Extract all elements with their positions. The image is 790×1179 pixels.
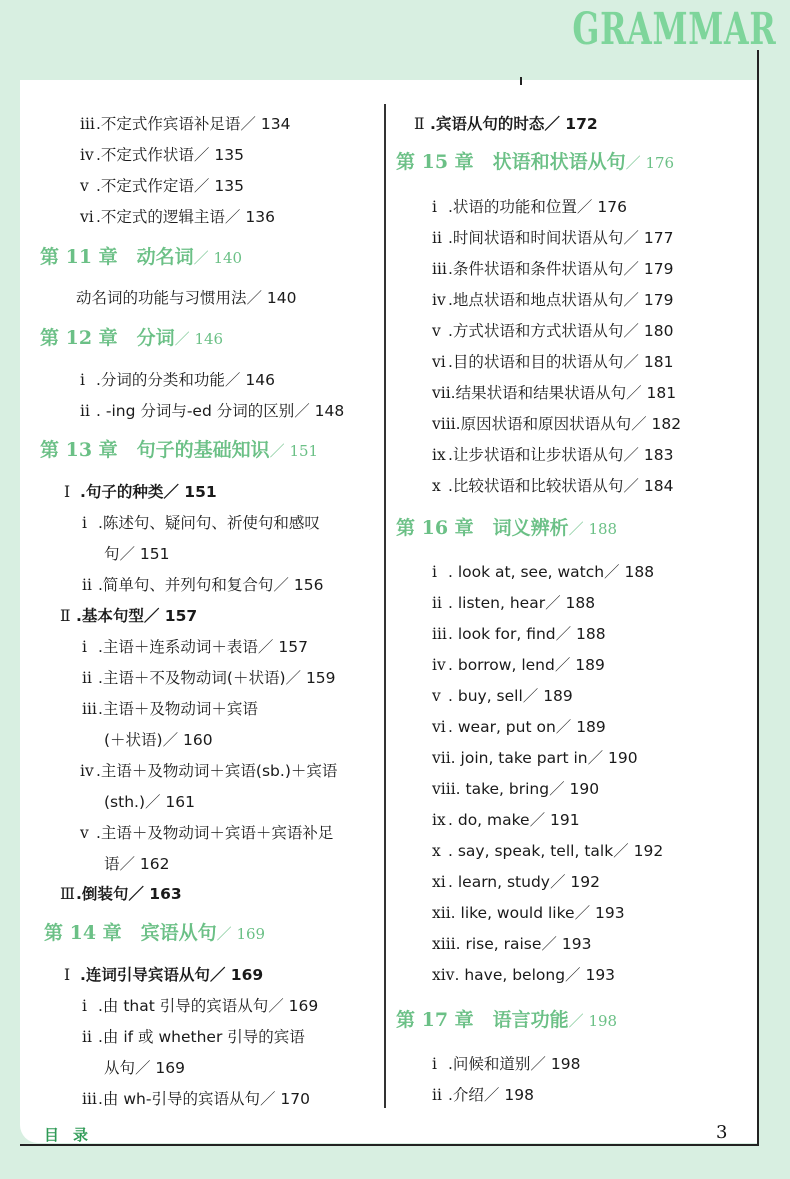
entry-text: 从句／ 169 <box>104 1059 186 1077</box>
entry-number: ⅳ <box>80 146 94 164</box>
entry-text: .介绍／ 198 <box>448 1086 534 1104</box>
toc-chapter-heading[interactable] <box>44 921 265 946</box>
entry-number: ⅰ <box>432 1055 437 1073</box>
entry-text: (＋状语)／ 160 <box>104 731 213 749</box>
toc-section-entry[interactable] <box>414 114 598 134</box>
toc-entry[interactable] <box>82 1089 310 1109</box>
entry-text: .主语＋及物动词＋宾语 <box>98 700 258 718</box>
footer-label: 目录 <box>44 1126 103 1144</box>
toc-entry[interactable] <box>432 562 654 582</box>
entry-number: ⅰ <box>82 514 87 532</box>
entry-text: .陈述句、疑问句、祈使句和感叹 <box>98 514 320 532</box>
entry-number: ⅹⅲ <box>432 935 456 953</box>
entry-number: ⅲ <box>82 1090 97 1108</box>
entry-text: .宾语从句的时态／ 172 <box>430 115 598 133</box>
toc-entry[interactable] <box>104 730 213 750</box>
entry-number: ⅰ <box>82 638 87 656</box>
entry-number: ⅰ <box>432 198 437 216</box>
entry-text: .由 if 或 whether 引导的宾语 <box>98 1028 305 1046</box>
entry-number: Ⅰ <box>64 483 71 501</box>
entry-text: .基本句型／ 157 <box>76 607 198 625</box>
entry-text: .方式状语和方式状语从句／ 180 <box>448 322 674 340</box>
toc-entry[interactable] <box>432 624 606 644</box>
entry-number: ⅹⅰ <box>432 873 446 891</box>
entry-text: .让步状语和让步状语从句／ 183 <box>448 446 674 464</box>
toc-entry[interactable] <box>82 513 320 533</box>
header-title: GRAMMAR <box>571 4 776 55</box>
entry-number: ⅵ <box>432 353 446 371</box>
chapter-title: 第 13 章 句子的基础知识 <box>40 439 270 461</box>
toc-chapter-heading[interactable] <box>396 1008 617 1033</box>
entry-number: Ⅱ <box>414 115 425 133</box>
entry-text: .主语＋及物动词＋宾语＋宾语补足 <box>96 824 334 842</box>
entry-text: .比较状语和比较状语从句／ 184 <box>448 477 674 495</box>
chapter-title: 第 14 章 宾语从句 <box>44 922 217 944</box>
entry-number: ⅰ <box>80 371 85 389</box>
toc-entry[interactable] <box>432 903 625 923</box>
toc-entry[interactable] <box>80 114 290 134</box>
chapter-page: ／ 169 <box>216 925 266 943</box>
chapter-title: 第 15 章 状语和状语从句 <box>396 151 626 173</box>
toc-entry[interactable] <box>432 352 673 372</box>
entry-number: Ⅲ <box>60 885 75 903</box>
toc-entry[interactable] <box>432 445 673 465</box>
entry-number: ⅱ <box>80 402 90 420</box>
entry-text: . wear, put on／ 189 <box>448 718 606 736</box>
entry-text: . learn, study／ 192 <box>448 873 600 891</box>
entry-number: ⅲ <box>432 260 447 278</box>
toc-section-entry[interactable] <box>60 884 182 904</box>
chapter-page: ／ 198 <box>568 1012 618 1030</box>
toc-entry[interactable] <box>432 476 673 496</box>
toc-entry[interactable] <box>80 207 275 227</box>
toc-entry[interactable] <box>432 934 591 954</box>
toc-entry[interactable] <box>104 854 170 874</box>
entry-number: ⅵ <box>432 718 446 736</box>
toc-entry[interactable] <box>76 288 297 308</box>
entry-text: .简单句、并列句和复合句／ 156 <box>98 576 324 594</box>
toc-entry[interactable] <box>82 699 258 719</box>
entry-number: ⅴ <box>80 824 89 842</box>
entry-number: ⅳ <box>432 656 446 674</box>
entry-text: .不定式作定语／ 135 <box>96 177 244 195</box>
entry-number: ⅲ <box>432 625 447 643</box>
toc-entry[interactable] <box>82 668 336 688</box>
entry-number: ⅹ <box>432 842 441 860</box>
toc-section-entry[interactable] <box>64 482 217 502</box>
entry-number: ⅹⅳ <box>432 966 455 984</box>
toc-entry[interactable] <box>104 792 195 812</box>
toc-entry[interactable] <box>432 383 676 403</box>
column-divider <box>384 104 386 1108</box>
entry-number: ⅱ <box>82 576 92 594</box>
entry-text: .问候和道别／ 198 <box>448 1055 581 1073</box>
chapter-page: ／ 140 <box>193 249 243 267</box>
entry-text: . -ing 分词与-ed 分词的区别／ 148 <box>96 402 345 420</box>
entry-text: . rise, raise／ 193 <box>455 935 592 953</box>
chapter-title: 第 16 章 词义辨析 <box>396 517 569 539</box>
toc-entry[interactable] <box>82 637 308 657</box>
entry-text: .主语＋及物动词＋宾语(sb.)＋宾语 <box>96 762 338 780</box>
toc-entry[interactable] <box>432 686 573 706</box>
entry-text: .结果状语和结果状语从句／ 181 <box>450 384 677 402</box>
entry-number: Ⅱ <box>60 607 71 625</box>
toc-entry[interactable] <box>432 1054 580 1074</box>
frame-right-border <box>757 50 759 1145</box>
entry-text: 句／ 151 <box>104 545 170 563</box>
entry-text: .主语＋不及物动词(＋状语)／ 159 <box>98 669 336 687</box>
entry-text: .条件状语和条件状语从句／ 179 <box>448 260 674 278</box>
entry-number: ⅳ <box>80 762 94 780</box>
entry-number: ⅸ <box>432 446 446 464</box>
toc-chapter-heading[interactable] <box>40 326 223 351</box>
entry-number: ⅴ <box>432 322 441 340</box>
entry-text: .地点状语和地点状语从句／ 179 <box>448 291 674 309</box>
entry-number: ⅱ <box>432 229 442 247</box>
entry-text: . do, make／ 191 <box>448 811 580 829</box>
chapter-title: 第 17 章 语言功能 <box>396 1009 569 1031</box>
chapter-page: ／ 146 <box>174 330 224 348</box>
chapter-page: ／ 176 <box>625 154 675 172</box>
entry-text: .状语的功能和位置／ 176 <box>448 198 627 216</box>
entry-number: ⅷ <box>432 780 456 798</box>
entry-text: . borrow, lend／ 189 <box>448 656 605 674</box>
entry-text: . have, belong／ 193 <box>454 966 616 984</box>
chapter-title: 第 11 章 动名词 <box>40 246 194 268</box>
frame-bottom-border <box>20 1144 759 1146</box>
toc-entry[interactable] <box>432 290 673 310</box>
entry-text: .句子的种类／ 151 <box>80 483 217 501</box>
entry-text: (sth.)／ 161 <box>104 793 196 811</box>
entry-text: .不定式的逻辑主语／ 136 <box>96 208 275 226</box>
entry-number: ⅰ <box>82 997 87 1015</box>
toc-entry[interactable] <box>432 655 605 675</box>
entry-number: ⅴ <box>80 177 89 195</box>
entry-number: ⅲ <box>82 700 97 718</box>
toc-entry[interactable] <box>80 823 333 843</box>
entry-number: ⅹ <box>432 477 441 495</box>
entry-number: ⅱ <box>432 594 442 612</box>
entry-text: . join, take part in／ 190 <box>450 749 638 767</box>
toc-entry[interactable] <box>432 717 606 737</box>
toc-entry[interactable] <box>432 414 681 434</box>
entry-text: .由 that 引导的宾语从句／ 169 <box>98 997 319 1015</box>
entry-number: ⅵ <box>80 208 94 226</box>
toc-entry[interactable] <box>80 370 275 390</box>
entry-text: .不定式作状语／ 135 <box>96 146 244 164</box>
entry-number: Ⅰ <box>64 966 71 984</box>
entry-number: ⅴ <box>432 687 441 705</box>
entry-number: ⅷ <box>432 415 456 433</box>
toc-section-entry[interactable] <box>64 965 263 985</box>
chapter-title: 第 12 章 分词 <box>40 327 175 349</box>
toc-entry[interactable] <box>432 197 627 217</box>
page-number: 3 <box>716 1122 728 1143</box>
toc-entry[interactable] <box>432 1085 534 1105</box>
toc-entry[interactable] <box>432 779 599 799</box>
toc-entry[interactable] <box>432 321 673 341</box>
entry-text: . listen, hear／ 188 <box>448 594 596 612</box>
entry-text: .时间状语和时间状语从句／ 177 <box>448 229 674 247</box>
entry-text: .连词引导宾语从句／ 169 <box>80 966 264 984</box>
entry-text: . like, would like／ 193 <box>450 904 625 922</box>
entry-number: ⅰ <box>432 563 437 581</box>
toc-entry[interactable] <box>80 761 337 781</box>
entry-number: ⅶ <box>432 384 451 402</box>
toc-entry[interactable] <box>432 810 580 830</box>
toc-entry[interactable] <box>82 996 318 1016</box>
chapter-page: ／ 151 <box>269 442 319 460</box>
entry-text: .分词的分类和功能／ 146 <box>96 371 275 389</box>
toc-entry[interactable] <box>432 748 638 768</box>
entry-text: .目的状语和目的状语从句／ 181 <box>448 353 674 371</box>
toc-entry[interactable] <box>432 965 615 985</box>
entry-number: ⅶ <box>432 749 451 767</box>
entry-number: ⅱ <box>432 1086 442 1104</box>
entry-number: ⅸ <box>432 811 446 829</box>
entry-text: . look at, see, watch／ 188 <box>448 563 655 581</box>
entry-text: 动名词的功能与习惯用法／ 140 <box>76 289 297 307</box>
entry-text: . say, speak, tell, talk／ 192 <box>448 842 664 860</box>
entry-text: . look for, find／ 188 <box>448 625 606 643</box>
toc-entry[interactable] <box>432 841 663 861</box>
entry-number: ⅲ <box>80 115 95 133</box>
entry-number: ⅹⅱ <box>432 904 451 922</box>
toc-entry[interactable] <box>80 145 244 165</box>
toc-section-entry[interactable] <box>60 606 197 626</box>
toc-chapter-heading[interactable] <box>396 150 674 175</box>
toc-entry[interactable] <box>104 544 170 564</box>
toc-entry[interactable] <box>432 872 600 892</box>
entry-text: .原因状语和原因状语从句／ 182 <box>455 415 682 433</box>
entry-text: .不定式作宾语补足语／ 134 <box>96 115 291 133</box>
chapter-page: ／ 188 <box>568 520 618 538</box>
toc-entry[interactable] <box>432 593 595 613</box>
toc-entry[interactable] <box>80 176 244 196</box>
entry-text: . take, bring／ 190 <box>455 780 600 798</box>
entry-number: ⅳ <box>432 291 446 309</box>
toc-entry[interactable] <box>82 1027 305 1047</box>
entry-text: 语／ 162 <box>104 855 170 873</box>
entry-number: ⅱ <box>82 1028 92 1046</box>
frame-tick <box>520 77 522 85</box>
entry-text: .主语＋连系动词＋表语／ 157 <box>98 638 308 656</box>
toc-entry[interactable] <box>82 575 323 595</box>
entry-text: . buy, sell／ 189 <box>448 687 573 705</box>
toc-entry[interactable] <box>80 401 344 421</box>
entry-text: .由 wh-引导的宾语从句／ 170 <box>98 1090 310 1108</box>
toc-entry[interactable] <box>104 1058 185 1078</box>
entry-text: .倒装句／ 163 <box>76 885 182 903</box>
toc-chapter-heading[interactable] <box>40 438 318 463</box>
entry-number: ⅱ <box>82 669 92 687</box>
toc-entry[interactable] <box>432 228 673 248</box>
toc-chapter-heading[interactable] <box>396 516 617 541</box>
toc-entry[interactable] <box>432 259 673 279</box>
toc-chapter-heading[interactable] <box>40 245 242 270</box>
